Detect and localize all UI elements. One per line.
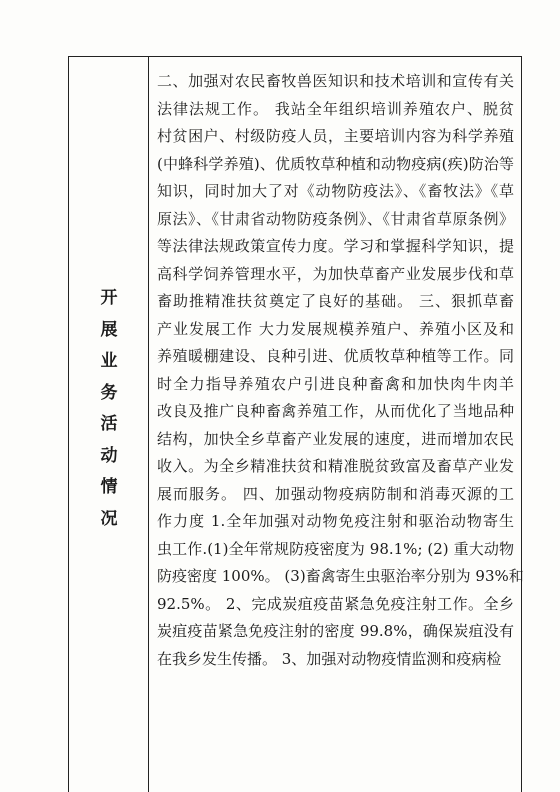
- text-line: 高科学饲养管理水平，为加快草畜产业发展步伐和草: [157, 264, 514, 283]
- section-label-char: 开: [100, 288, 118, 308]
- text-line: 知识，同时加大了对《动物防疫法》、《畜牧法》《草: [157, 182, 514, 200]
- section-label-char: 业: [100, 351, 118, 371]
- text-line: 虫工作.(1)全年常规防疫密度为 98.1%; (2) 重大动物: [157, 539, 514, 558]
- text-line: 等法律法规政策宣传力度。学习和掌握科学知识，提: [157, 237, 514, 255]
- text-line: (中蜂科学养殖)、优质牧草种植和动物疫病(疾)防治等: [157, 154, 514, 173]
- text-line: 作力度 1.全年加强对动物免疫注射和驱治动物寄生: [157, 512, 514, 530]
- text-line: 养殖暖棚建设、良种引进、优质牧草种植等工作。同: [157, 347, 514, 365]
- text-line: 原法》、《甘肃省动物防疫条例》、《甘肃省草原条例》: [157, 209, 514, 228]
- section-label-char: 展: [100, 319, 118, 340]
- text-line: 改良及推广良种畜禽养殖工作，从而优化了当地品种: [157, 402, 514, 420]
- text-line: 在我乡发生传播。 3、加强对动物疫情监测和疫病检: [157, 649, 502, 668]
- text-line: 防疫密度 100%。 (3)畜禽寄生虫驱治率分别为 93%和: [157, 567, 524, 585]
- section-label-char: 务: [100, 382, 118, 403]
- section-label-char: 情: [100, 477, 118, 497]
- section-label-char: 活: [100, 414, 118, 434]
- section-label-char: 动: [100, 445, 118, 466]
- activity-table: [68, 56, 522, 792]
- text-line: 时全力指导养殖农户引进良种畜禽和加快肉牛肉羊: [157, 374, 514, 393]
- text-line: 法律法规工作。 我站全年组织培训养殖农户、脱贫: [157, 99, 514, 118]
- text-line: 结构，加快全乡草畜产业发展的速度，进而增加农民: [157, 429, 514, 448]
- section-label-cell: [69, 57, 149, 792]
- text-line: 炭疽疫苗紧急免疫注射的密度 99.8%，确保炭疽没有: [157, 622, 514, 640]
- text-line: 92.5%。 2、完成炭疽疫苗紧急免疫注射工作。全乡: [157, 594, 514, 613]
- text-line: 展而服务。 四、加强动物疫病防制和消毒灭源的工: [157, 484, 514, 503]
- content-cell: [149, 57, 524, 792]
- text-line: 产业发展工作 大力发展规模养殖户、养殖小区及和: [157, 319, 514, 338]
- activity-description: [157, 68, 524, 673]
- text-line: 收入。为全乡精准扶贫和精准脱贫致富及畜草产业发: [157, 457, 514, 475]
- text-line: 村贫困户、村级防疫人员，主要培训内容为科学养殖: [157, 127, 514, 145]
- text-line: 畜助推精准扶贫奠定了良好的基础。 三、狠抓草畜: [157, 292, 514, 310]
- section-label: [69, 283, 149, 535]
- section-label-char: 况: [100, 508, 118, 529]
- text-line: 二、加强对农民畜牧兽医知识和技术培训和宣传有关: [157, 72, 514, 90]
